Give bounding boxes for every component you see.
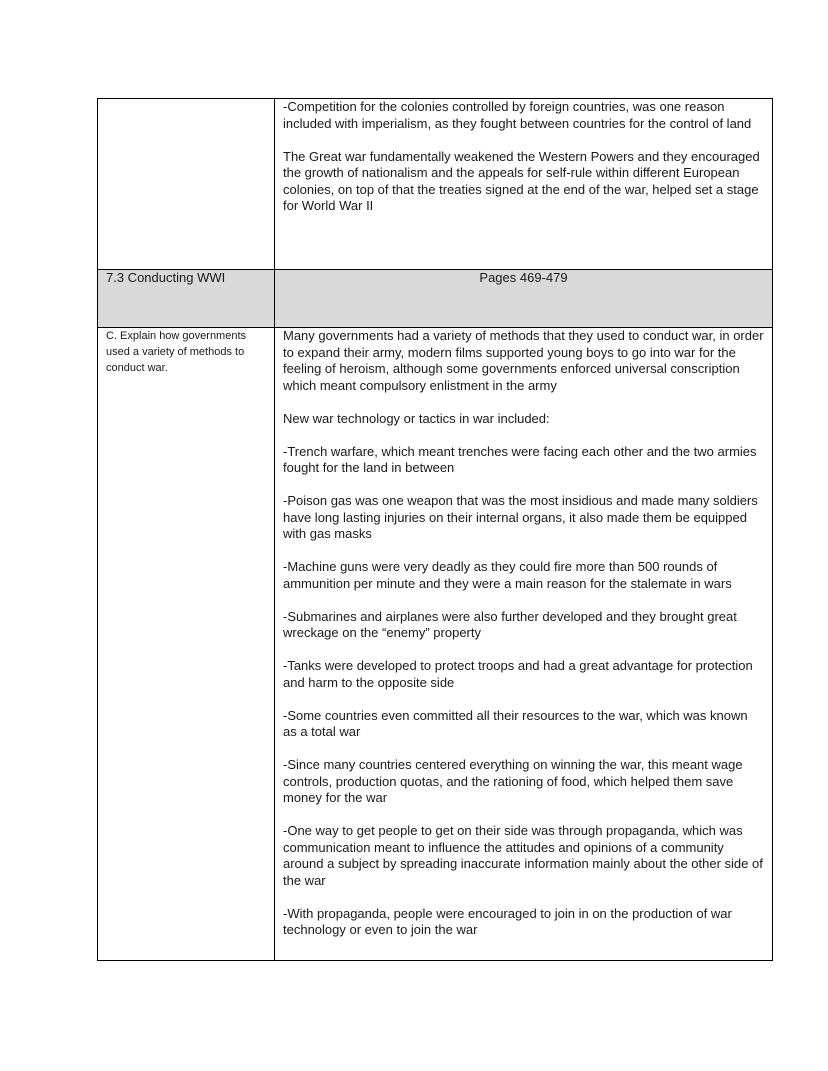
note-paragraph: -One way to get people to get on their side was through propaganda, which was communication meant to influence the attitudes and opinions of a community around a subject by spreading inaccurate information mainly about the other side of the war bbox=[283, 823, 763, 888]
note-paragraph: -Since many countries centered everything on winning the war, this meant wage controls, production quotas, and the rationing of food, which helped them save money for the war bbox=[283, 757, 743, 805]
objective-cell bbox=[98, 328, 275, 961]
note-paragraph: -Tanks were developed to protect troops and had a great advantage for protection and harm to the opposite side bbox=[283, 658, 753, 690]
note-paragraph: -Competition for the colonies controlled by foreign countries, was one reason included with imperialism, as they fought between countries for the control of land bbox=[283, 99, 752, 131]
notes-cell-body bbox=[275, 328, 773, 961]
section-pages-cell bbox=[275, 270, 773, 328]
table-row-section-header bbox=[98, 270, 773, 328]
topic-cell-empty bbox=[98, 99, 275, 270]
section-pages: Pages 469-479 bbox=[479, 270, 568, 285]
section-title: 7.3 Conducting WWI bbox=[106, 270, 226, 285]
note-paragraph: -Submarines and airplanes were also further developed and they brought great wreckage on the “enemy” property bbox=[283, 608, 737, 640]
table-row-body bbox=[98, 328, 773, 961]
note-paragraph: -Trench warfare, which meant trenches were facing each other and the two armies fought for the land in between bbox=[283, 443, 757, 475]
section-title-cell bbox=[98, 270, 275, 328]
table-row-continued bbox=[98, 99, 773, 270]
note-paragraph: New war technology or tactics in war included: bbox=[283, 410, 550, 426]
note-paragraph: -With propaganda, people were encouraged to join in on the production of war technology or even to join the war bbox=[283, 905, 732, 937]
note-paragraph: -Poison gas was one weapon that was the most insidious and made many soldiers have long lasting injuries on their internal organs, it also made them be equipped with gas masks bbox=[283, 493, 758, 541]
note-paragraph: -Machine guns were very deadly as they could fire more than 500 rounds of ammunition per minute and they were a main reason for the stalemate in wars bbox=[283, 559, 732, 591]
note-paragraph: Many governments had a variety of methods that they used to conduct war, in order to expand their army, modern films supported young boys to go into war for the feeling of heroism, although some governments enforced universal conscription which meant compulsory enlistment in the army bbox=[283, 328, 764, 393]
notes-table bbox=[97, 98, 773, 961]
note-paragraph: -Some countries even committed all their resources to the war, which was known as a total war bbox=[283, 707, 748, 739]
note-paragraph: The Great war fundamentally weakened the Western Powers and they encouraged the growth of nationalism and the appeals for self-rule within different European colonies, on top of that the treaties signed at the end of the war, helped set a stage for World War II bbox=[283, 148, 760, 213]
notes-cell-continued bbox=[275, 99, 773, 270]
objective-text: C. Explain how governments used a variety of methods to conduct war. bbox=[106, 330, 247, 374]
